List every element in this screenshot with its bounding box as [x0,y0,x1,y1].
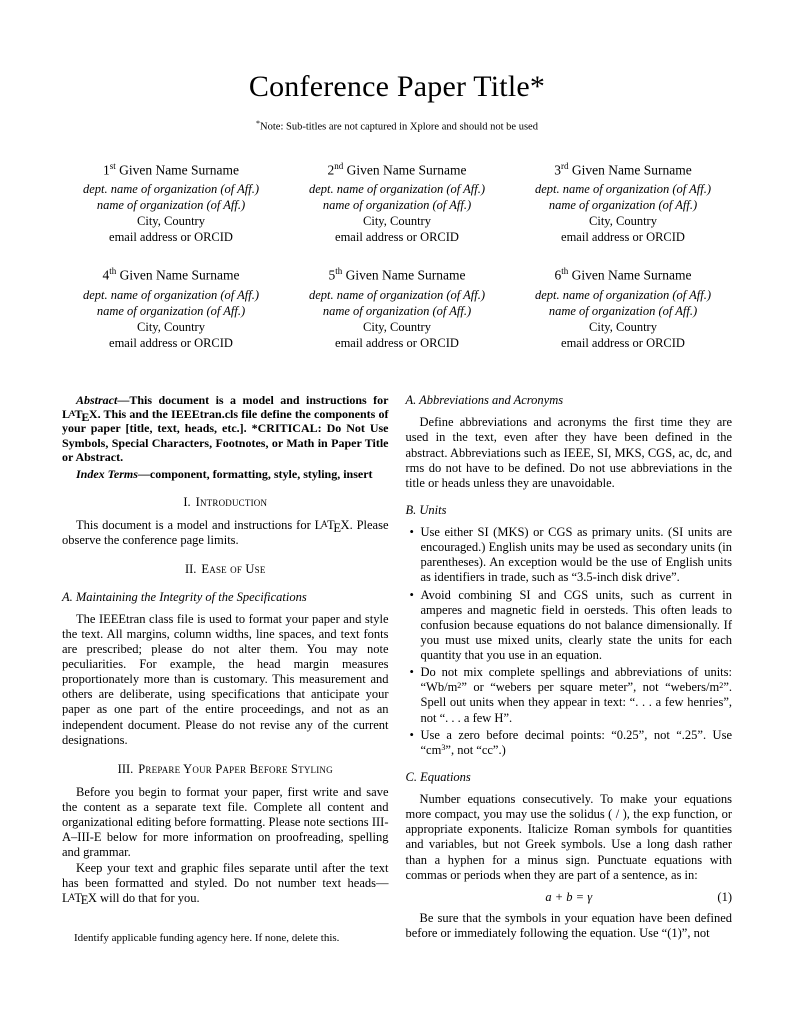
author-city: City, Country [363,320,431,335]
author-name: 1st Given Name Surname [102,160,240,178]
author-name: 5th Given Name Surname [328,266,466,283]
author-dept: dept. name of organization (of Aff.) [82,288,260,303]
author-city: City, Country [589,320,657,335]
author-email: email address or ORCID [561,336,685,351]
author-email: email address or ORCID [109,230,233,245]
author-org: name of organization (of Aff.) [548,304,698,319]
subsection-heading-integrity: A. Maintaining the Integrity of the Specifications [62,589,307,604]
abbreviations-paragraph: Define abbreviations and acronyms the first time they are used in the text, even after they have been defined in the abstract. Abbreviations such as IEEE, SI, MKS, CGS, ac, dc, and rms do not have to be defined. Do not use abbreviations in the title or heads unless they are unavoidable. [405,415,732,490]
author-dept: dept. name of organization (of Aff.) [534,288,712,303]
bullet-icon: • [409,587,414,602]
bullet-icon: • [409,665,414,680]
author-city: City, Country [137,214,205,229]
index-terms: Index Terms—component, formatting, style, styling, insert [76,466,373,481]
author-dept: dept. name of organization (of Aff.) [82,182,260,197]
list-item [406,665,733,726]
author-dept: dept. name of organization (of Aff.) [308,288,486,303]
equation [406,890,733,905]
list-item-text: Use either SI (MKS) or CGS as primary units. (SI units are encouraged.) English units may be used as secondary units (in parentheses). An exception would be the use of English units as identifiers in trade, such as “3.5-inch disk drive”. [420,525,732,585]
equation-number: (1) [717,889,732,904]
subsection-heading-units: B. Units [405,502,447,517]
equations-paragraph-2: Be sure that the symbols in your equation have been defined before or immediately following the equation. Use “(1)”, not [405,910,732,940]
author-name: 3rd Given Name Surname [554,160,692,178]
list-item-text: Do not mix complete spellings and abbreviations of units: “$Wb/m^2$” or “webers per square meter”, not “$webers/m^2$”. Spell out units when they appear in text: “. . . a few henries”, not “. . . a few H”. [420,665,732,725]
author-grid [62,161,732,352]
right-column [406,393,733,945]
author-name: 2nd Given Name Surname [327,160,467,178]
author-dept: dept. name of organization (of Aff.) [308,182,486,197]
subsection-heading-abbreviations: A. Abbreviations and Acronyms [405,393,564,408]
author-block [288,161,506,246]
title-note-text: Note: Sub-titles are not captured in Xplore and should not be used [260,121,538,133]
author-city: City, Country [137,320,205,335]
author-block [514,161,732,246]
author-email: email address or ORCID [335,230,459,245]
introduction-paragraph: This document is a model and instructions for LATEX. Please observe the conference page limits. [62,518,389,548]
body-columns [62,393,732,945]
section-heading-ease-of-use: II. Ease of Use [184,562,266,577]
author-org: name of organization (of Aff.) [548,198,698,213]
title-note [62,119,732,133]
author-dept: dept. name of organization (of Aff.) [534,182,712,197]
author-org: name of organization (of Aff.) [322,198,472,213]
author-name: 4th Given Name Surname [102,266,240,283]
prepare-paragraph-1: Before you begin to format your paper, first write and save the content as a separate text file. Complete all content and organizational editing before formatting. Please note sections III-A–III-E below for more information on proofreading, spelling and grammar. [62,784,389,860]
bullet-icon: • [409,525,414,539]
left-column [62,393,389,945]
author-block [288,266,506,351]
author-org: name of organization (of Aff.) [322,304,472,319]
author-org: name of organization (of Aff.) [96,198,246,213]
equations-paragraph: Number equations consecutively. To make your equations more compact, you may use the solidus ( / ), the exp function, or appropriate exponents. Italicize Roman symbols for quantities and variables, but not Greek symbols. Use a long dash rather than a hyphen for a minus sign. Punctuate equations with commas or periods when they are part of a sentence, as in: [405,792,732,882]
author-block [514,266,732,351]
list-item [406,588,733,664]
bullet-icon: • [409,727,414,742]
author-city: City, Country [589,214,657,229]
units-list [406,525,733,758]
author-block [62,161,280,246]
footnote-marker: * [256,119,261,128]
abstract-paragraph: Abstract—This document is a model and instructions for LATEX. This and the IEEEtran.cls file define the components of your paper [title, text, heads, etc.]. *CRITICAL: Do Not Use Symbols, Special Characters, Footnotes, or Math in Paper Title or Abstract. [62,393,389,464]
paper-title: Conference Paper Title* [248,70,546,103]
list-item [406,525,733,586]
author-org: name of organization (of Aff.) [96,304,246,319]
list-item-text: Use a zero before decimal points: “0.25”, not “.25”. Use “$cm^3$”, not “cc”.) [420,727,732,757]
list-item [406,728,733,758]
section-heading-introduction: I. Introduction [183,495,268,510]
author-name: 6th Given Name Surname [554,266,692,283]
author-email: email address or ORCID [109,336,233,351]
abstract-block [62,393,389,481]
author-city: City, Country [363,214,431,229]
ease-paragraph: The IEEEtran class file is used to format your paper and style the text. All margins, column widths, line spaces, and text fonts are prescribed; please do not alter them. You may note peculiarities. For example, the head margin measures proportionately more than is customary. This measurement and others are deliberate, using specifications that anticipate your paper as one part of the entire proceedings, and not as an independent document. Please do not revise any of the current designations. [62,611,389,747]
subsection-heading-equations: C. Equations [405,769,471,784]
funding-footnote: Identify applicable funding agency here. If none, delete this. [74,931,340,944]
equation-body: a + b = γ [545,889,593,904]
author-block [62,266,280,351]
author-email: email address or ORCID [335,336,459,351]
prepare-paragraph-2: Keep your text and graphic files separate until after the text has been formatted and styled. Do not number text heads—LATEX will do that for you. [62,860,389,908]
section-heading-prepare: III. Prepare Your Paper Before Styling [117,761,333,776]
list-item-text: Avoid combining SI and CGS units, such as current in amperes and magnetic field in oersteds. This often leads to confusion because equations do not balance dimensionally. If you must use mixed units, clearly state the units for each quantity that you use in an equation. [420,587,732,662]
author-email: email address or ORCID [561,230,685,245]
